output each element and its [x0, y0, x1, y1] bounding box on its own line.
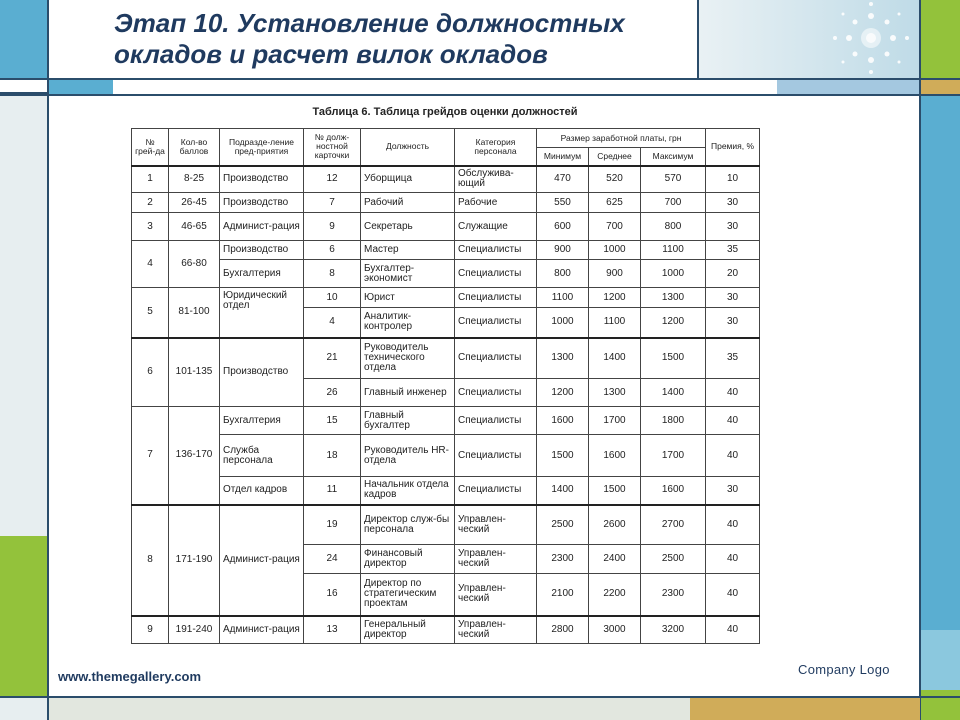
table-row [132, 616, 760, 644]
cell-avg: 1200 [589, 288, 641, 308]
header-points: Кол-во баллов [169, 129, 220, 166]
cell-position: Финансовый директор [361, 545, 455, 574]
header-category: Категория персонала [455, 129, 537, 166]
cell-category: Специалисты [455, 435, 537, 477]
cell-max: 1700 [641, 435, 706, 477]
cell-max: 1200 [641, 308, 706, 338]
cell-bonus: 40 [706, 616, 760, 644]
cell-category: Специалисты [455, 241, 537, 260]
cell-position: Генеральный директор [361, 616, 455, 644]
cell-points: 46-65 [169, 213, 220, 241]
header-dept: Подразде-ление пред-приятия [220, 129, 304, 166]
left-strip-green [0, 536, 48, 698]
cell-bonus: 40 [706, 435, 760, 477]
cell-card: 10 [304, 288, 361, 308]
cell-position: Секретарь [361, 213, 455, 241]
cell-position: Юрист [361, 288, 455, 308]
cell-category: Управлен-ческий [455, 574, 537, 616]
grade-table [131, 128, 760, 644]
cell-category: Специалисты [455, 379, 537, 407]
table-row [132, 288, 760, 308]
header-band-right [777, 80, 920, 94]
cell-min: 1400 [537, 477, 589, 505]
cell-position: Уборщица [361, 166, 455, 193]
left-strip-divider [0, 78, 48, 94]
right-divider [919, 0, 921, 720]
cell-card: 7 [304, 193, 361, 213]
cell-min: 1600 [537, 407, 589, 435]
cell-card: 19 [304, 505, 361, 545]
cell-dept: Производство [220, 193, 304, 213]
cell-category: Управлен-ческий [455, 616, 537, 644]
cell-position: Директор служ-бы персонала [361, 505, 455, 545]
cell-position: Начальник отдела кадров [361, 477, 455, 505]
cell-bonus: 20 [706, 260, 760, 288]
cell-min: 800 [537, 260, 589, 288]
cell-min: 1300 [537, 338, 589, 379]
cell-max: 1100 [641, 241, 706, 260]
table-row [132, 260, 760, 288]
cell-grade: 6 [132, 338, 169, 407]
header-position: Должность [361, 129, 455, 166]
cell-card: 15 [304, 407, 361, 435]
header-bonus: Премия, % [706, 129, 760, 166]
cell-points: 101-135 [169, 338, 220, 407]
table-row [132, 213, 760, 241]
header-salary: Размер заработной платы, грн [537, 129, 706, 148]
cell-min: 470 [537, 166, 589, 193]
cell-dept: Админист-рация [220, 616, 304, 644]
cell-dept: Производство [220, 338, 304, 407]
cell-card: 21 [304, 338, 361, 379]
cell-avg: 1100 [589, 308, 641, 338]
cell-bonus: 40 [706, 574, 760, 616]
cell-bonus: 30 [706, 477, 760, 505]
cell-category: Специалисты [455, 407, 537, 435]
cell-max: 1300 [641, 288, 706, 308]
cell-min: 1500 [537, 435, 589, 477]
cell-grade: 1 [132, 166, 169, 193]
cell-category: Обслужива-ющий [455, 166, 537, 193]
header-band-gap [113, 80, 777, 94]
cell-card: 13 [304, 616, 361, 644]
company-logo: Company Logo [798, 662, 890, 677]
cell-category: Специалисты [455, 260, 537, 288]
table-caption: Таблица 6. Таблица грейдов оценки должностей [312, 106, 578, 118]
cell-dept: Производство [220, 241, 304, 260]
cell-min: 600 [537, 213, 589, 241]
cell-bonus: 40 [706, 545, 760, 574]
cell-category: Рабочие [455, 193, 537, 213]
cell-points: 66-80 [169, 241, 220, 288]
cell-bonus: 30 [706, 213, 760, 241]
cell-max: 1400 [641, 379, 706, 407]
cell-min: 2800 [537, 616, 589, 644]
table-row [132, 166, 760, 193]
cell-grade: 2 [132, 193, 169, 213]
cell-max: 700 [641, 193, 706, 213]
cell-avg: 625 [589, 193, 641, 213]
right-strip-bottom-green [920, 690, 960, 720]
cell-max: 1600 [641, 477, 706, 505]
header-card: № долж-ностной карточки [304, 129, 361, 166]
cell-card: 8 [304, 260, 361, 288]
cell-position: Руководитель HR-отдела [361, 435, 455, 477]
cell-points: 81-100 [169, 288, 220, 338]
cell-position: Руководитель технического отдела [361, 338, 455, 379]
cell-bonus: 30 [706, 288, 760, 308]
cell-card: 11 [304, 477, 361, 505]
cell-min: 1100 [537, 288, 589, 308]
cell-bonus: 10 [706, 166, 760, 193]
cell-bonus: 30 [706, 308, 760, 338]
cell-dept: Юридический отдел [220, 288, 304, 338]
cell-points: 26-45 [169, 193, 220, 213]
cell-category: Управлен-ческий [455, 545, 537, 574]
cell-dept: Бухгалтерия [220, 407, 304, 435]
cell-position: Рабочий [361, 193, 455, 213]
cell-dept: Бухгалтерия [220, 260, 304, 288]
cell-max: 2300 [641, 574, 706, 616]
cell-dept: Админист-рация [220, 505, 304, 616]
cell-position: Главный инженер [361, 379, 455, 407]
header-max: Максимум [641, 148, 706, 166]
cell-avg: 1500 [589, 477, 641, 505]
cell-max: 570 [641, 166, 706, 193]
cell-category: Служащие [455, 213, 537, 241]
cell-min: 1000 [537, 308, 589, 338]
cell-points: 171-190 [169, 505, 220, 616]
right-strip-blue [920, 96, 960, 630]
header-avg: Среднее [589, 148, 641, 166]
cell-grade: 7 [132, 407, 169, 505]
cell-bonus: 40 [706, 407, 760, 435]
table-row [132, 193, 760, 213]
cell-max: 800 [641, 213, 706, 241]
sparkle-icon [699, 0, 919, 78]
table-row [132, 241, 760, 260]
cell-min: 2300 [537, 545, 589, 574]
left-strip-bottom [0, 698, 48, 720]
cell-category: Специалисты [455, 477, 537, 505]
cell-bonus: 40 [706, 379, 760, 407]
cell-card: 16 [304, 574, 361, 616]
cell-grade: 5 [132, 288, 169, 338]
cell-avg: 2600 [589, 505, 641, 545]
cell-avg: 1600 [589, 435, 641, 477]
decorative-corner [699, 0, 919, 78]
cell-grade: 9 [132, 616, 169, 644]
cell-avg: 1400 [589, 338, 641, 379]
header-min: Минимум [537, 148, 589, 166]
cell-avg: 1700 [589, 407, 641, 435]
cell-avg: 2400 [589, 545, 641, 574]
cell-category: Управлен-ческий [455, 505, 537, 545]
right-strip-lightblue [920, 630, 960, 690]
cell-grade: 3 [132, 213, 169, 241]
cell-card: 12 [304, 166, 361, 193]
left-strip-blue [0, 0, 48, 78]
cell-min: 550 [537, 193, 589, 213]
right-strip-green [920, 0, 960, 78]
table-row [132, 407, 760, 435]
table-row [132, 477, 760, 505]
cell-max: 2700 [641, 505, 706, 545]
left-divider [47, 0, 49, 720]
cell-category: Специалисты [455, 288, 537, 308]
cell-card: 24 [304, 545, 361, 574]
cell-avg: 2200 [589, 574, 641, 616]
footer-url[interactable]: www.themegallery.com [58, 669, 202, 684]
cell-position: Главный бухгалтер [361, 407, 455, 435]
footer-bar [49, 698, 690, 720]
cell-avg: 900 [589, 260, 641, 288]
cell-avg: 1300 [589, 379, 641, 407]
cell-grade: 8 [132, 505, 169, 616]
cell-bonus: 35 [706, 338, 760, 379]
cell-min: 900 [537, 241, 589, 260]
cell-avg: 3000 [589, 616, 641, 644]
left-strip-grey [0, 94, 48, 536]
cell-category: Специалисты [455, 338, 537, 379]
table-row [132, 505, 760, 545]
cell-bonus: 35 [706, 241, 760, 260]
cell-card: 18 [304, 435, 361, 477]
cell-position: Директор по стратегическим проектам [361, 574, 455, 616]
table-row [132, 338, 760, 379]
cell-max: 1500 [641, 338, 706, 379]
cell-dept: Производство [220, 166, 304, 193]
cell-category: Специалисты [455, 308, 537, 338]
cell-max: 3200 [641, 616, 706, 644]
cell-avg: 520 [589, 166, 641, 193]
cell-card: 26 [304, 379, 361, 407]
cell-position: Мастер [361, 241, 455, 260]
cell-avg: 700 [589, 213, 641, 241]
footer-bar-gold [690, 698, 920, 720]
cell-card: 6 [304, 241, 361, 260]
title-divider [697, 0, 699, 78]
cell-min: 2500 [537, 505, 589, 545]
cell-avg: 1000 [589, 241, 641, 260]
cell-dept: Админист-рация [220, 213, 304, 241]
cell-min: 1200 [537, 379, 589, 407]
cell-points: 8-25 [169, 166, 220, 193]
cell-dept: Служба персонала [220, 435, 304, 477]
cell-max: 1000 [641, 260, 706, 288]
cell-card: 4 [304, 308, 361, 338]
slide-title: Этап 10. Установление должностных окладов и расчет вилок окладов [114, 8, 625, 69]
cell-dept: Отдел кадров [220, 477, 304, 505]
cell-max: 2500 [641, 545, 706, 574]
cell-bonus: 30 [706, 193, 760, 213]
cell-points: 191-240 [169, 616, 220, 644]
cell-position: Бухгалтер-экономист [361, 260, 455, 288]
header-line-bottom [0, 94, 960, 96]
cell-min: 2100 [537, 574, 589, 616]
cell-bonus: 40 [706, 505, 760, 545]
right-strip-gold [920, 78, 960, 94]
cell-points: 136-170 [169, 407, 220, 505]
table-row [132, 435, 760, 477]
cell-card: 9 [304, 213, 361, 241]
header-grade: № грей-да [132, 129, 169, 166]
cell-grade: 4 [132, 241, 169, 288]
cell-max: 1800 [641, 407, 706, 435]
cell-position: Аналитик-контролер [361, 308, 455, 338]
